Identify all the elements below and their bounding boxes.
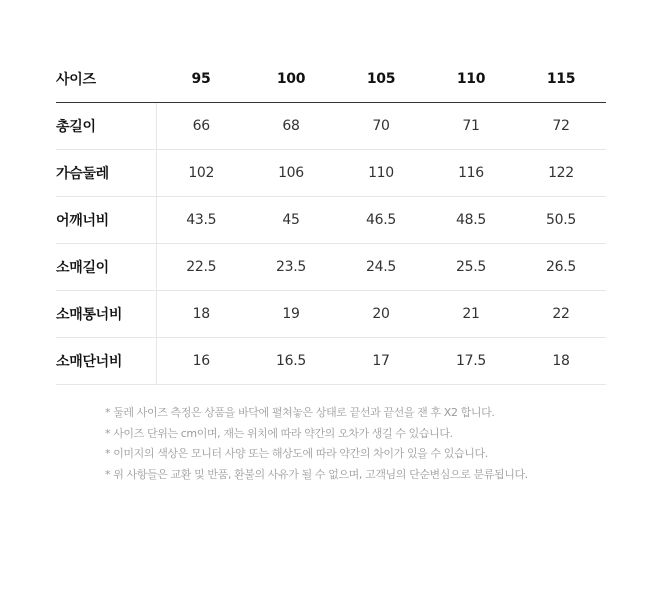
table-cell: 72: [516, 103, 606, 150]
table-row: [56, 150, 606, 197]
table-cell: 50.5: [516, 197, 606, 244]
row-label: 가슴둘레: [56, 150, 156, 197]
table-cell: 46.5: [336, 197, 426, 244]
row-label: 소매통너비: [56, 291, 156, 338]
table-cell: 25.5: [426, 244, 516, 291]
table-row: [56, 197, 606, 244]
size-header-row: [56, 56, 606, 103]
row-label: 소매길이: [56, 244, 156, 291]
table-cell: 68: [246, 103, 336, 150]
table-cell: 48.5: [426, 197, 516, 244]
table-cell: 17: [336, 338, 426, 385]
size-header-cell: 105: [336, 56, 426, 103]
table-cell: 16.5: [246, 338, 336, 385]
table-cell: 66: [156, 103, 246, 150]
table-cell: 71: [426, 103, 516, 150]
row-label: 어깨너비: [56, 197, 156, 244]
table-cell: 22: [516, 291, 606, 338]
note-line: * 둘레 사이즈 측정은 상품을 바닥에 펼쳐놓은 상태로 끝선과 끝선을 잰 후 X2 합니다.: [105, 406, 495, 419]
table-row: [56, 338, 606, 385]
size-notes: [105, 403, 625, 485]
table-cell: 106: [246, 150, 336, 197]
table-cell: 26.5: [516, 244, 606, 291]
table-cell: 122: [516, 150, 606, 197]
table-cell: 116: [426, 150, 516, 197]
table-cell: 70: [336, 103, 426, 150]
note-line: * 사이즈 단위는 cm이며, 재는 위치에 따라 약간의 오차가 생길 수 있습니다.: [105, 426, 453, 440]
size-header-cell: 95: [156, 56, 246, 103]
size-table: [56, 56, 606, 385]
table-row: [56, 291, 606, 338]
table-cell: 23.5: [246, 244, 336, 291]
note-line: * 위 사항들은 교환 및 반품, 환불의 사유가 될 수 없으며, 고객님의 단순변심으로 분류됩니다.: [105, 467, 528, 481]
table-cell: 22.5: [156, 244, 246, 291]
size-header-label: 사이즈: [56, 56, 156, 103]
table-cell: 18: [156, 291, 246, 338]
table-cell: 43.5: [156, 197, 246, 244]
table-cell: 102: [156, 150, 246, 197]
size-header-cell: 110: [426, 56, 516, 103]
table-cell: 18: [516, 338, 606, 385]
table-cell: 21: [426, 291, 516, 338]
table-cell: 45: [246, 197, 336, 244]
table-cell: 17.5: [426, 338, 516, 385]
size-chart: [56, 56, 606, 385]
table-row: [56, 244, 606, 291]
table-cell: 16: [156, 338, 246, 385]
size-header-cell: 115: [516, 56, 606, 103]
note-line: * 이미지의 색상은 모니터 사양 또는 해상도에 따라 약간의 차이가 있을 수 있습니다.: [105, 447, 488, 460]
size-header-cell: 100: [246, 56, 336, 103]
table-cell: 19: [246, 291, 336, 338]
table-cell: 110: [336, 150, 426, 197]
row-label: 총길이: [56, 103, 156, 150]
row-label: 소매단너비: [56, 338, 156, 385]
table-row: [56, 103, 606, 150]
table-cell: 20: [336, 291, 426, 338]
table-cell: 24.5: [336, 244, 426, 291]
